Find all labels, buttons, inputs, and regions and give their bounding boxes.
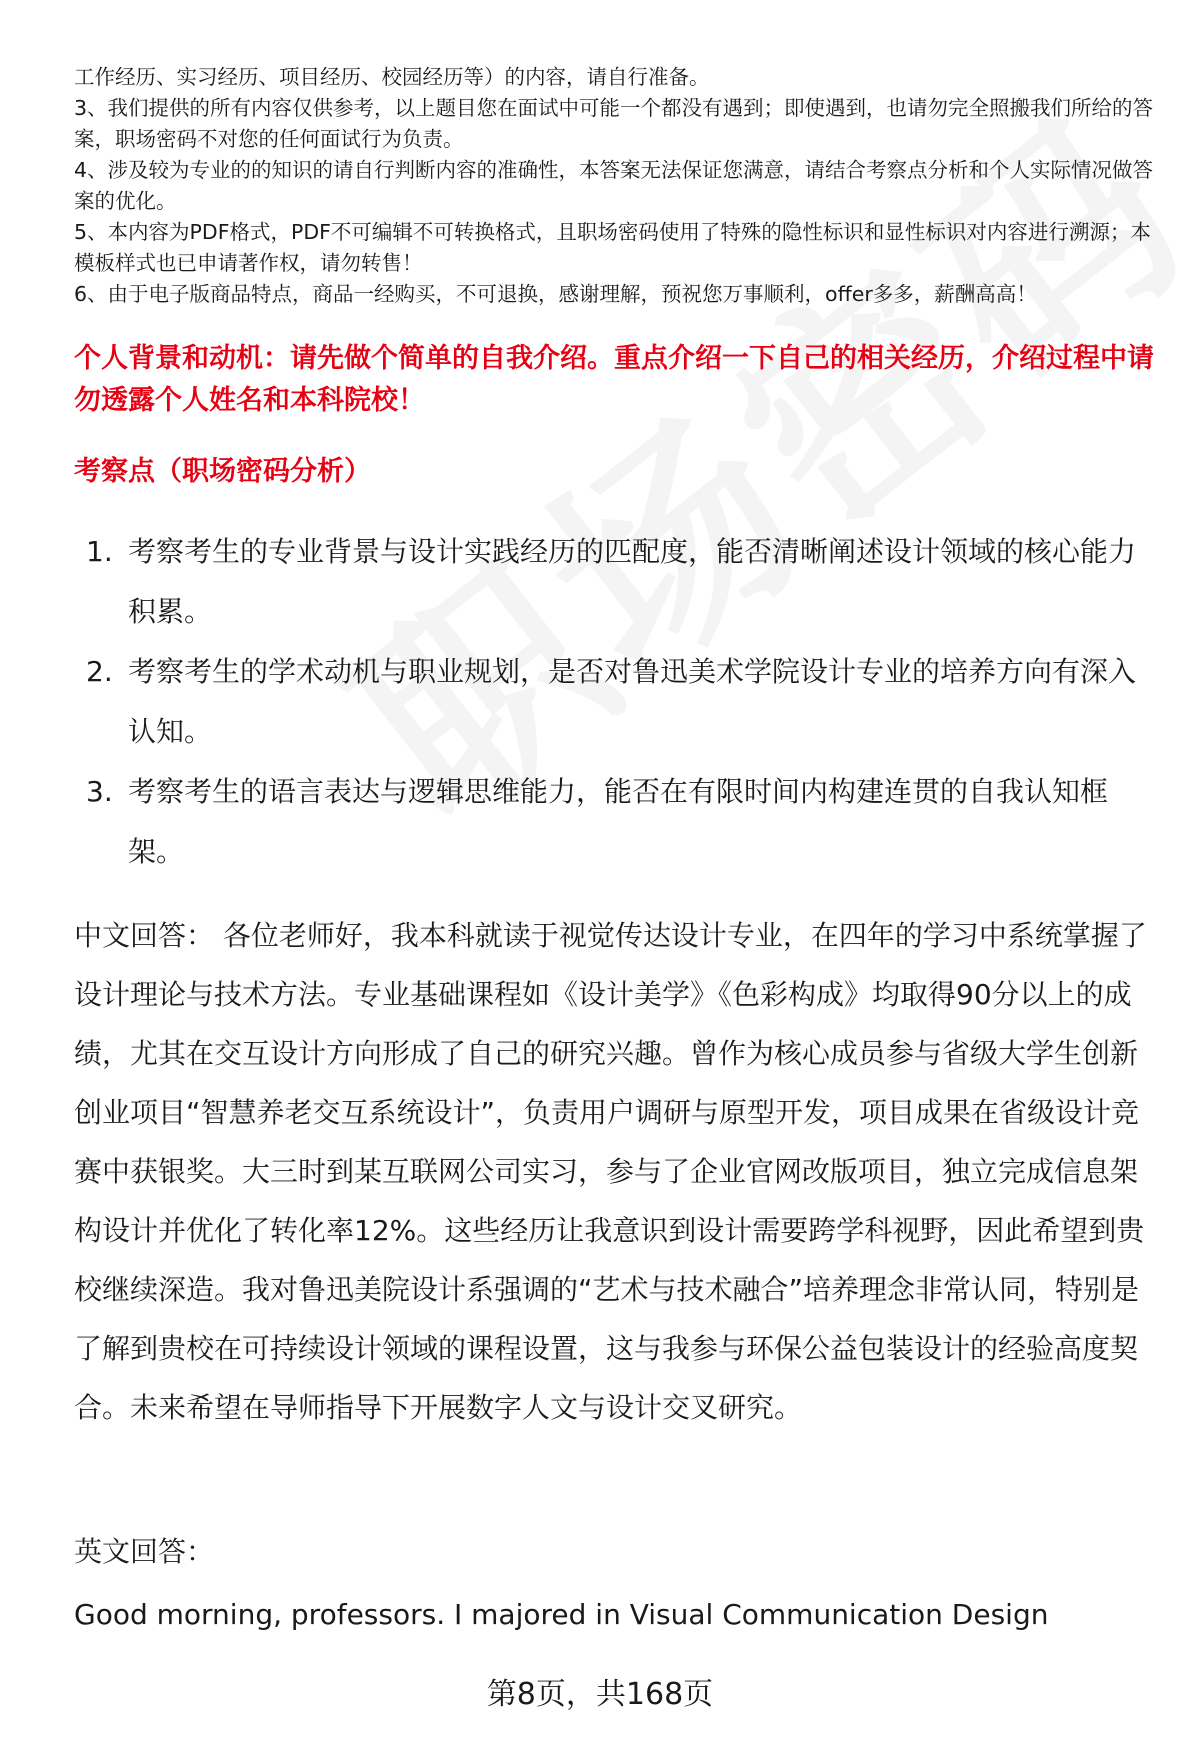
- point-text: 考察考生的专业背景与设计实践经历的匹配度，能否清晰阐述设计领域的核心能力积累。: [128, 535, 1137, 628]
- point-number: 3.: [86, 775, 113, 808]
- point-text: 考察考生的语言表达与逻辑思维能力，能否在有限时间内构建连贯的自我认知框架。: [128, 775, 1109, 868]
- analysis-heading: 考察点（职场密码分析）: [74, 456, 371, 487]
- point-text: 考察考生的学术动机与职业规划，是否对鲁迅美术学院设计专业的培养方向有深入认知。: [128, 655, 1137, 748]
- note-item: 工作经历、实习经历、项目经历、校园经历等）的内容，请自行准备。: [74, 65, 710, 89]
- note-item: 5、本内容为PDF格式，PDF不可编辑不可转换格式，且职场密码使用了特殊的隐性标识和显性标识对内容进行溯源；本模板样式也已申请著作权，请勿转售！: [74, 220, 1151, 275]
- chinese-answer: 中文回答： 各位老师好，我本科就读于视觉传达设计专业，在四年的学习中系统掌握了设计理论与技术方法。专业基础课程如《设计美学》《色彩构成》均取得90分以上的成绩，尤其在交互设计方向形成了自己的研究兴趣。曾作为核心成员参与省级大学生创新创业项目“智慧养老交互系统设计”，负责用户调研与原型开发，项目成果在省级设计竞赛中获银奖。大三时到某互联网公司实习，参与了企业官网改版项目，独立完成信息架构设计并优化了转化率12%。这些经历让我意识到设计需要跨学科视野，因此希望到贵校继续深造。我对鲁迅美院设计系强调的“艺术与技术融合”培养理念非常认同，特别是了解到贵校在可持续设计领域的课程设置，这与我参与环保公益包装设计的经验高度契合。未来希望在导师指导下开展数字人文与设计交叉研究。: [74, 919, 1147, 1424]
- analysis-point: [80, 642, 1160, 762]
- point-number: 2.: [86, 655, 113, 688]
- note-item: 6、由于电子版商品特点，商品一经购买，不可退换，感谢理解，预祝您万事顺利，offer多多，薪酬高高！: [74, 282, 1037, 306]
- analysis-point: [80, 762, 1160, 882]
- point-number: 1.: [86, 535, 113, 568]
- page-footer: 第8页，共168页: [486, 1677, 714, 1712]
- analysis-point: [80, 522, 1160, 642]
- analysis-points-list: [80, 522, 1160, 882]
- question-heading: 个人背景和动机：请先做个简单的自我介绍。重点介绍一下自己的相关经历，介绍过程中请勿透露个人姓名和本科院校！: [74, 343, 1154, 416]
- english-answer-label: 英文回答：: [74, 1535, 215, 1568]
- english-answer: Good morning, professors. I majored in Visual Communication Design: [74, 1598, 1049, 1631]
- note-item: 4、涉及较为专业的的知识的请自行判断内容的准确性，本答案无法保证您满意，请结合考察点分析和个人实际情况做答案的优化。: [74, 158, 1154, 213]
- notes-section: [74, 62, 1164, 310]
- note-item: 3、我们提供的所有内容仅供参考，以上题目您在面试中可能一个都没有遇到；即使遇到，也请勿完全照搬我们所给的答案，职场密码不对您的任何面试行为负责。: [74, 96, 1154, 151]
